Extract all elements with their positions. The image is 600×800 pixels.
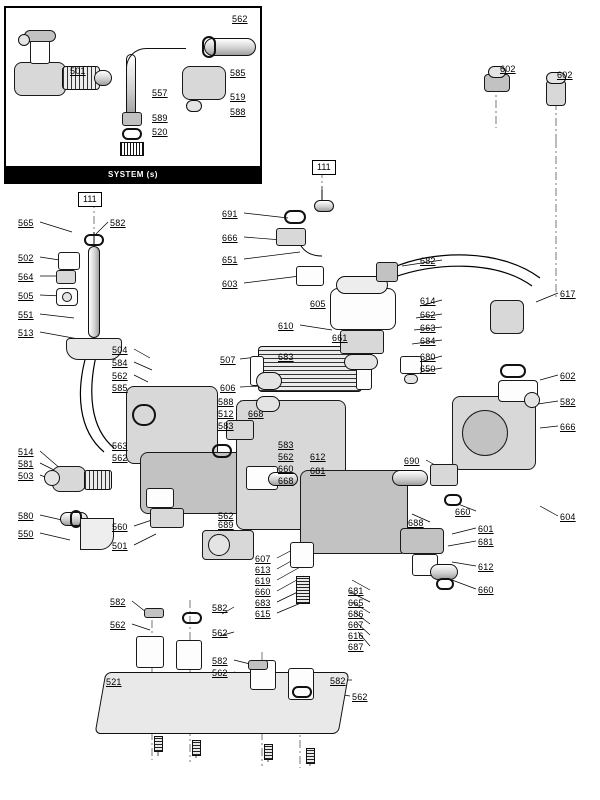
- inset-body-block: [14, 62, 66, 96]
- label-521: 521: [106, 677, 122, 687]
- label-582-a: 582: [110, 218, 126, 228]
- label-580: 580: [18, 511, 34, 521]
- label-513: 513: [18, 328, 34, 338]
- clip-666: [276, 228, 306, 246]
- label-688: 688: [408, 518, 424, 528]
- inset-label-562: 562: [232, 14, 248, 24]
- inset-oring-562: [202, 36, 216, 58]
- label-607: 607: [255, 554, 271, 564]
- air-vent-602-pump: [524, 392, 540, 408]
- valve-knob-503: [44, 470, 60, 486]
- label-563: 563: [112, 441, 128, 451]
- label-562-f: 562: [212, 628, 228, 638]
- callout-box-111-left: 111: [78, 192, 102, 207]
- hose-fitting-682: [376, 262, 398, 282]
- label-681-c: 681: [348, 586, 364, 596]
- label-512: 512: [218, 409, 234, 419]
- label-605: 605: [310, 299, 326, 309]
- oring-563: [132, 404, 156, 426]
- inset-oring-589: [122, 128, 142, 140]
- label-683-a: 683: [278, 352, 294, 362]
- label-662-a: 662: [420, 310, 436, 320]
- label-582-b: 582: [560, 397, 576, 407]
- label-604: 604: [560, 512, 576, 522]
- label-582-d: 582: [212, 603, 228, 613]
- label-661: 661: [332, 333, 348, 343]
- label-683-b: 683: [255, 598, 271, 608]
- label-564: 564: [18, 272, 34, 282]
- label-562-c: 562: [112, 453, 128, 463]
- pump-mount-block: [300, 470, 408, 554]
- oring-582-pump: [500, 364, 526, 378]
- fitting-564: [56, 270, 76, 284]
- label-562-h: 562: [352, 692, 368, 702]
- oring-691: [284, 210, 306, 224]
- label-588: 588: [218, 397, 234, 407]
- label-666-a: 666: [222, 233, 238, 243]
- label-682: 682: [420, 256, 436, 266]
- screw-plate-2: [192, 740, 201, 756]
- label-680: 680: [420, 352, 436, 362]
- label-681-b: 681: [478, 537, 494, 547]
- fitting-680: [400, 356, 422, 374]
- inset-manifold-585: [182, 66, 226, 100]
- label-562-a: 562: [112, 371, 128, 381]
- label-614: 614: [420, 296, 436, 306]
- inset-label-520: 520: [152, 127, 168, 137]
- callout-box-111-top: 111: [312, 160, 336, 175]
- expansion-fitting-617: [490, 300, 524, 334]
- inset-nut-589: [122, 112, 142, 126]
- label-606: 606: [220, 383, 236, 393]
- label-615: 615: [255, 609, 271, 619]
- inset-caption: SYSTEM (s): [6, 166, 260, 182]
- control-box-605: [330, 288, 396, 330]
- label-666-b: 666: [560, 422, 576, 432]
- label-581: 581: [18, 459, 34, 469]
- label-583-a: 583: [218, 421, 234, 431]
- fitting-551-port: [62, 292, 72, 302]
- valve-613: [290, 542, 314, 568]
- oring-660-right: [444, 494, 462, 506]
- fitting-502: [58, 252, 80, 270]
- finned-section-581: [84, 470, 112, 490]
- inset-label-501: 501: [70, 66, 86, 76]
- screw-plate-3: [264, 744, 273, 760]
- label-504: 504: [112, 345, 128, 355]
- elbow-550: [80, 518, 114, 550]
- plate-port-1: [136, 636, 164, 668]
- plate-port-2: [176, 640, 202, 670]
- label-619: 619: [255, 576, 271, 586]
- inset-label-557: 557: [152, 88, 168, 98]
- label-687: 687: [348, 642, 364, 652]
- washer-650: [404, 374, 418, 384]
- oring-583-mid: [212, 444, 232, 458]
- label-668-a: 668: [248, 409, 264, 419]
- label-503: 503: [18, 471, 34, 481]
- label-651: 651: [222, 255, 238, 265]
- clip-582-plate: [144, 608, 164, 618]
- label-582-f: 582: [330, 676, 346, 686]
- valve-601: [400, 528, 444, 554]
- pipe-651: [314, 200, 334, 212]
- label-602-c: 602: [560, 371, 576, 381]
- label-610: 610: [278, 321, 294, 331]
- label-562-d: 562: [218, 511, 234, 521]
- label-689: 689: [218, 520, 234, 530]
- inset-label-589: 589: [152, 113, 168, 123]
- screw-plate-4: [306, 748, 315, 764]
- pipe-688: [392, 470, 428, 486]
- oring-562-plate-a: [292, 686, 312, 698]
- inset-label-585: 585: [230, 68, 246, 78]
- screw-plate-1: [154, 736, 163, 752]
- screw-615: [296, 576, 310, 604]
- label-663: 663: [420, 323, 436, 333]
- label-602-a: 602: [500, 64, 516, 74]
- inset-port-588: [186, 100, 202, 112]
- label-582-c: 582: [110, 597, 126, 607]
- inset-outlet-tube: [94, 70, 112, 86]
- label-681-a: 681: [310, 466, 326, 476]
- label-602-b: 602: [557, 70, 573, 80]
- label-613: 613: [255, 565, 271, 575]
- label-684: 684: [420, 336, 436, 346]
- label-691: 691: [222, 209, 238, 219]
- label-660-b: 660: [455, 507, 471, 517]
- fitting-560: [146, 488, 174, 508]
- label-507: 507: [220, 355, 236, 365]
- oring-582-plate-a: [182, 612, 202, 624]
- inset-elbow: [126, 48, 186, 70]
- inset-union-520: [120, 142, 144, 156]
- label-582-e: 582: [212, 656, 228, 666]
- label-551: 551: [18, 310, 34, 320]
- gasket-683: [344, 354, 378, 370]
- label-583-b: 583: [278, 440, 294, 450]
- oring-660-lower: [436, 578, 454, 590]
- riser-pipe-513: [88, 246, 100, 338]
- label-612-a: 612: [310, 452, 326, 462]
- label-603: 603: [222, 279, 238, 289]
- port-606: [256, 372, 282, 390]
- label-562-b: 562: [278, 452, 294, 462]
- label-686: 686: [348, 609, 364, 619]
- label-502: 502: [18, 253, 34, 263]
- inset-label-588: 588: [230, 107, 246, 117]
- fitting-501: [150, 508, 184, 528]
- oring-582-riser: [84, 234, 104, 246]
- label-550: 550: [18, 529, 34, 539]
- label-565: 565: [18, 218, 34, 228]
- label-690: 690: [404, 456, 420, 466]
- valve-690: [430, 464, 458, 486]
- pump-motor-rotor: [462, 410, 508, 456]
- label-660-d: 660: [478, 585, 494, 595]
- label-601: 601: [478, 524, 494, 534]
- label-660-a: 660: [278, 464, 294, 474]
- label-584: 584: [112, 358, 128, 368]
- label-668-b: 668: [278, 476, 294, 486]
- label-612-b: 612: [478, 562, 494, 572]
- label-501: 501: [112, 541, 128, 551]
- label-650: 650: [420, 364, 436, 374]
- label-616: 616: [348, 631, 364, 641]
- label-560: 560: [112, 522, 128, 532]
- label-562-e: 562: [110, 620, 126, 630]
- label-660-c: 660: [255, 587, 271, 597]
- label-617: 617: [560, 289, 576, 299]
- label-665: 665: [348, 598, 364, 608]
- label-514: 514: [18, 447, 34, 457]
- label-562-g: 562: [212, 668, 228, 678]
- inset-label-519: 519: [230, 92, 246, 102]
- label-505: 505: [18, 291, 34, 301]
- label-667: 667: [348, 620, 364, 630]
- system-inset-panel: [4, 6, 262, 184]
- cartridge-607-face: [208, 534, 230, 556]
- clip-582-plate-b: [248, 660, 268, 670]
- label-585: 585: [112, 383, 128, 393]
- inset-valve-knob: [18, 34, 30, 46]
- sensor-603: [296, 266, 324, 286]
